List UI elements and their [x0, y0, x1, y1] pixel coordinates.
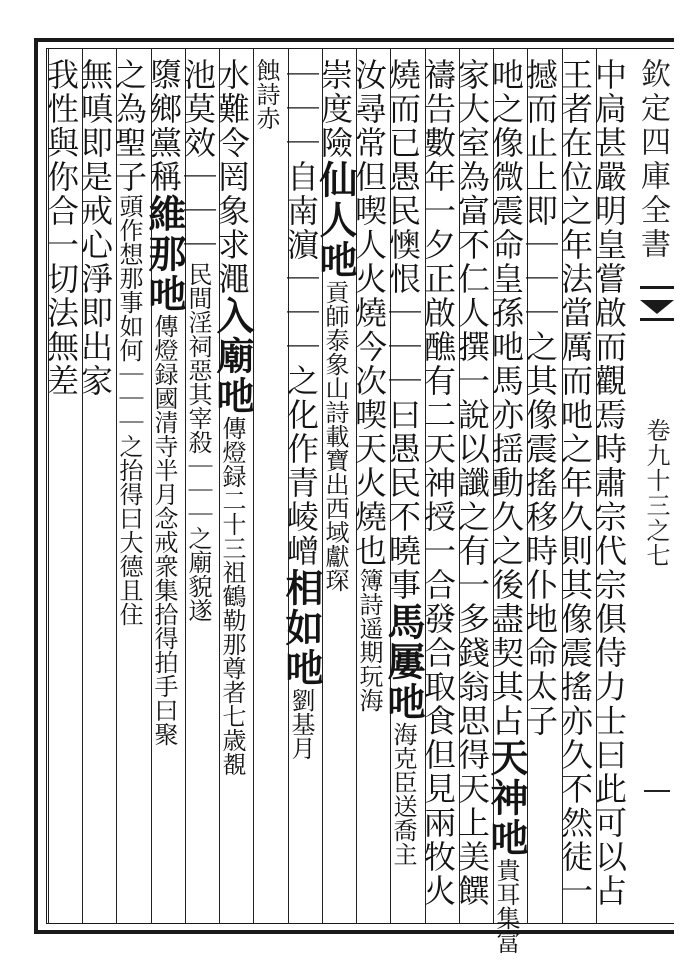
fish-tail-bottom — [640, 318, 674, 321]
text-column — [142, 58, 187, 918]
body-text: 撼而止上即｜｜｜之其像震搖移時仆地命太子 — [521, 58, 559, 738]
annotation-text: 民間淫祠惡其宰殺｜｜｜之廟貌遂 — [184, 262, 212, 622]
body-text: 我性與你合一切法無差 — [42, 58, 80, 398]
text-column — [279, 58, 324, 918]
body-text: 家大室為富不仁人撰一說以讖之有一多錢翁思得天上美饌 — [453, 58, 491, 908]
fish-tail-top — [640, 286, 674, 289]
annotation-text: 傳燈録二十三祖鶴勒那尊者七歳覩 — [218, 416, 246, 776]
body-text: 王者在位之年法當厲而吔之年久則其像震搖亦久不然徒一 — [556, 58, 594, 908]
text-column — [76, 58, 115, 918]
entry-headword: 天神吔 — [484, 738, 529, 858]
annotation-text: 海克臣送喬主 — [389, 722, 417, 866]
volume-label: 卷九十三之七 — [642, 418, 670, 568]
text-column — [313, 58, 358, 918]
text-column — [521, 58, 560, 918]
body-text: 汝尋常但喫人火燒今次喫天火燒也 — [350, 58, 388, 568]
text-column — [381, 58, 426, 918]
body-text: 水難令罔象求澠 — [213, 58, 251, 296]
annotation-text: 蝕詩赤 — [252, 58, 280, 130]
body-text: 中扃甚嚴明皇嘗啟而觀焉時肅宗代宗俱侍力士曰此可以占 — [590, 58, 628, 908]
text-column — [210, 58, 255, 918]
annotation-text: 傳燈録國清寺半月念戒衆集拾得拍手曰聚 — [150, 314, 178, 746]
text-column — [484, 58, 529, 954]
text-column — [419, 58, 458, 918]
fish-tail-mark — [640, 300, 674, 314]
body-text: 之為聖子 — [110, 58, 148, 194]
entry-headword: 馬屢吔 — [381, 602, 426, 722]
entry-headword: 入廟吔 — [210, 296, 255, 416]
text-column — [110, 58, 149, 918]
body-text: 無嗔即是戒心淨即出家 — [76, 58, 114, 398]
margin-tick — [644, 790, 670, 792]
text-column — [453, 58, 492, 918]
annotation-text: 貢師泰象山詩載寶出西域獻琛 — [321, 280, 349, 592]
body-text: 崇度險 — [316, 58, 354, 160]
entry-headword: 仙人吔 — [313, 160, 358, 280]
book-title: 欽定四庫全書 — [635, 58, 670, 262]
entry-headword: 維那吔 — [142, 194, 187, 314]
body-text: 禱告數年一夕正啟醮有二天神授一合發合取食但見兩牧火 — [419, 58, 457, 908]
text-column — [254, 58, 286, 918]
body-text: 隳鄉黨稱 — [145, 58, 183, 194]
text-column — [350, 58, 389, 918]
body-text: ｜｜｜自南濵｜｜｜之化作青崚嶒 — [282, 58, 320, 568]
text-column — [42, 58, 81, 918]
text-column — [590, 58, 629, 918]
annotation-text: 貴耳集富 — [492, 858, 520, 954]
text-column — [179, 58, 218, 918]
annotation-text: 頭作想那事如何｜｜｜之抬得曰大德且住 — [115, 194, 143, 626]
body-text: 吔之像微震命皇孫吔馬亦揺動久之後盡契其占 — [487, 58, 525, 738]
body-text: 燒而已愚民懊恨｜｜｜曰愚民不曉事 — [384, 58, 422, 602]
entry-headword: 相如吔 — [279, 568, 324, 688]
text-column — [556, 58, 595, 918]
annotation-text: 簿詩遥期玩海 — [355, 568, 383, 712]
annotation-text: 劉基月 — [287, 688, 315, 760]
body-text: 池莫效｜｜｜ — [179, 58, 217, 262]
